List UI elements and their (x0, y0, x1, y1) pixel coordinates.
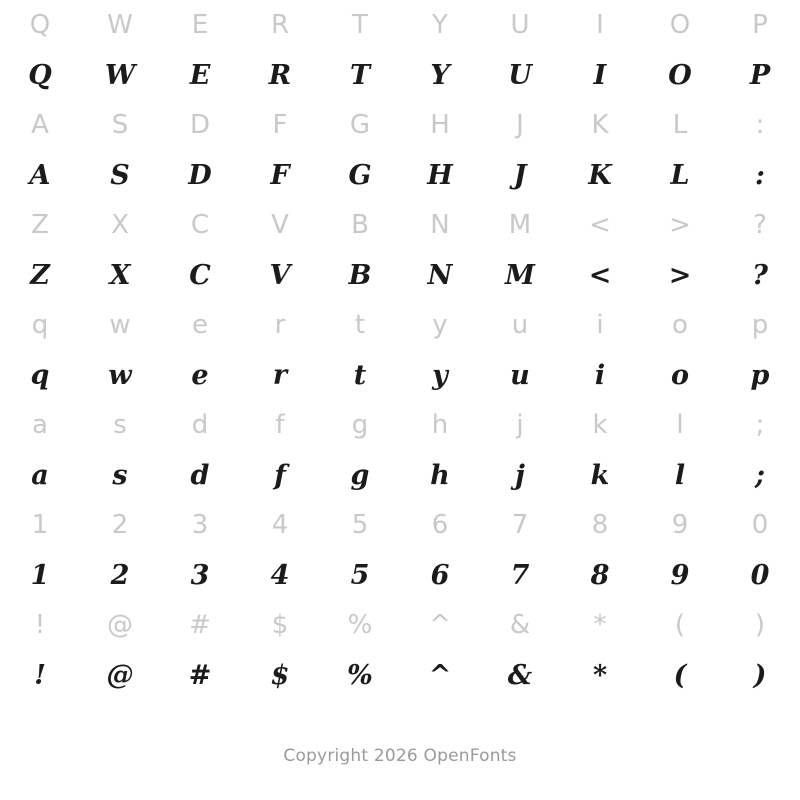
glyph-cell: g (350, 459, 370, 491)
glyph-cell: Q (28, 59, 52, 91)
glyph-cell: ? (753, 210, 767, 240)
glyph-cell: y (432, 359, 448, 391)
glyph-cell: ( (673, 659, 687, 691)
glyph-cell: ( (674, 610, 686, 640)
glyph-cell: V (271, 210, 289, 240)
glyph-row-sample (0, 550, 800, 600)
glyph-cell: ! (34, 659, 46, 691)
glyph-cell: C (189, 259, 211, 291)
glyph-cell: d (190, 459, 210, 491)
glyph-cell: S (110, 159, 130, 191)
glyph-cell: @ (107, 610, 133, 640)
glyph-row-ghost (0, 100, 800, 150)
glyph-cell: < (589, 210, 611, 240)
glyph-cell: k (590, 459, 610, 491)
glyph-cell: & (509, 610, 531, 640)
glyph-cell: a (31, 459, 49, 491)
glyph-cell: ! (34, 610, 46, 640)
glyph-cell: 3 (191, 510, 209, 540)
glyph-cell: e (192, 310, 208, 340)
glyph-cell: # (189, 610, 211, 640)
glyph-cell: R (268, 59, 292, 91)
glyph-cell: A (29, 159, 51, 191)
glyph-cell: Q (29, 10, 51, 40)
glyph-cell: t (354, 310, 366, 340)
glyph-cell: l (676, 410, 684, 440)
glyph-cell: 2 (111, 510, 129, 540)
glyph-row-sample (0, 50, 800, 100)
glyph-cell: j (516, 410, 524, 440)
glyph-cell: r (274, 310, 286, 340)
glyph-cell: T (352, 10, 368, 40)
glyph-cell: 9 (671, 510, 689, 540)
copyright-notice: Copyright 2026 OpenFonts (283, 746, 517, 766)
glyph-cell: 5 (351, 510, 369, 540)
glyph-cell: P (749, 59, 771, 91)
glyph-cell: e (191, 359, 209, 391)
glyph-cell: g (351, 410, 369, 440)
glyph-cell: w (109, 310, 131, 340)
glyph-row-sample (0, 250, 800, 300)
glyph-cell: U (510, 10, 530, 40)
glyph-cell: d (191, 410, 209, 440)
glyph-cell: j (515, 459, 525, 491)
glyph-cell: 4 (271, 510, 289, 540)
glyph-cell: U (508, 59, 532, 91)
glyph-cell: ^ (428, 659, 452, 691)
glyph-cell: s (112, 459, 128, 491)
glyph-cell: Z (31, 210, 49, 240)
glyph-cell: 1 (31, 510, 49, 540)
glyph-row-ghost (0, 400, 800, 450)
glyph-cell: D (189, 110, 211, 140)
glyph-cell: p (750, 359, 770, 391)
glyph-cell: 6 (431, 510, 449, 540)
glyph-row-ghost (0, 300, 800, 350)
glyph-row-ghost (0, 500, 800, 550)
glyph-row-sample (0, 350, 800, 400)
glyph-cell: O (668, 59, 692, 91)
glyph-cell: i (594, 359, 606, 391)
glyph-cell: 1 (30, 559, 50, 591)
glyph-cell: Y (430, 59, 450, 91)
glyph-row-sample (0, 450, 800, 500)
glyph-cell: ; (755, 459, 765, 491)
glyph-row-sample (0, 650, 800, 700)
glyph-cell: 0 (751, 510, 769, 540)
glyph-cell: B (351, 210, 369, 240)
glyph-cell: A (31, 110, 49, 140)
glyph-cell: > (669, 210, 691, 240)
glyph-cell: L (670, 159, 690, 191)
glyph-cell: o (672, 310, 688, 340)
glyph-cell: p (751, 310, 769, 340)
glyph-cell: M (508, 210, 532, 240)
glyph-cell: J (516, 110, 524, 140)
glyph-cell: J (513, 159, 527, 191)
glyph-cell: ) (753, 659, 767, 691)
glyph-cell: % (347, 659, 373, 691)
glyph-cell: & (507, 659, 533, 691)
glyph-cell: Y (432, 10, 448, 40)
glyph-cell: l (674, 459, 686, 491)
glyph-cell: q (31, 310, 49, 340)
glyph-cell: W (104, 59, 136, 91)
glyph-cell: 3 (190, 559, 210, 591)
glyph-cell: t (353, 359, 367, 391)
glyph-cell: r (272, 359, 288, 391)
glyph-cell: : (755, 159, 765, 191)
glyph-row-ghost (0, 200, 800, 250)
glyph-cell: u (511, 310, 529, 340)
glyph-cell: X (109, 259, 131, 291)
glyph-cell: h (430, 459, 450, 491)
glyph-cell: 5 (350, 559, 370, 591)
glyph-cell: # (188, 659, 212, 691)
glyph-cell: * (592, 659, 608, 691)
glyph-cell: H (430, 110, 450, 140)
glyph-cell: N (430, 210, 450, 240)
glyph-cell: k (592, 410, 608, 440)
glyph-cell: V (269, 259, 291, 291)
glyph-cell: ; (755, 410, 765, 440)
glyph-cell: C (190, 210, 210, 240)
glyph-cell: f (275, 410, 285, 440)
glyph-cell: X (111, 210, 129, 240)
glyph-cell: M (505, 259, 535, 291)
glyph-cell: % (347, 610, 373, 640)
glyph-cell: 6 (430, 559, 450, 591)
glyph-cell: 4 (270, 559, 290, 591)
glyph-cell: Z (30, 259, 50, 291)
glyph-cell: G (349, 110, 371, 140)
glyph-row-ghost (0, 600, 800, 650)
glyph-cell: u (510, 359, 530, 391)
glyph-cell: K (588, 159, 612, 191)
glyph-cell: F (270, 159, 290, 191)
glyph-cell: L (672, 110, 688, 140)
glyph-cell: 8 (590, 559, 610, 591)
glyph-cell: ? (752, 259, 768, 291)
glyph-cell: H (427, 159, 453, 191)
glyph-cell: 0 (750, 559, 770, 591)
glyph-cell: D (188, 159, 212, 191)
glyph-cell: R (270, 10, 290, 40)
glyph-cell: q (30, 359, 50, 391)
glyph-cell: O (669, 10, 691, 40)
glyph-cell: $ (271, 610, 289, 640)
glyph-cell: h (431, 410, 449, 440)
glyph-cell: : (755, 110, 765, 140)
glyph-cell: a (32, 410, 48, 440)
glyph-cell: i (596, 310, 604, 340)
glyph-cell: T (349, 59, 371, 91)
glyph-cell: s (113, 410, 127, 440)
glyph-cell: S (111, 110, 129, 140)
glyph-cell: o (670, 359, 689, 391)
glyph-cell: G (348, 159, 372, 191)
glyph-row-ghost (0, 0, 800, 50)
glyph-cell: ^ (429, 610, 451, 640)
glyph-cell: K (591, 110, 609, 140)
glyph-cell: < (588, 259, 612, 291)
glyph-cell: P (752, 10, 768, 40)
glyph-cell: 8 (591, 510, 609, 540)
glyph-cell: f (274, 459, 286, 491)
glyph-cell: W (107, 10, 133, 40)
glyph-cell: ) (754, 610, 766, 640)
glyph-cell: * (593, 610, 607, 640)
glyph-cell: 7 (510, 559, 530, 591)
glyph-cell: w (108, 359, 132, 391)
glyph-cell: $ (270, 659, 290, 691)
glyph-cell: F (272, 110, 288, 140)
glyph-cell: 2 (110, 559, 130, 591)
glyph-cell: N (427, 259, 453, 291)
glyph-cell: E (189, 59, 211, 91)
glyph-cell: 7 (511, 510, 529, 540)
glyph-cell: > (668, 259, 692, 291)
glyph-cell: y (432, 310, 448, 340)
glyph-cell: I (596, 10, 604, 40)
glyph-cell: 9 (670, 559, 690, 591)
glyph-cell: I (593, 59, 607, 91)
glyph-cell: B (348, 259, 372, 291)
glyph-cell: E (191, 10, 209, 40)
glyph-row-sample (0, 150, 800, 200)
glyph-cell: @ (106, 659, 134, 691)
